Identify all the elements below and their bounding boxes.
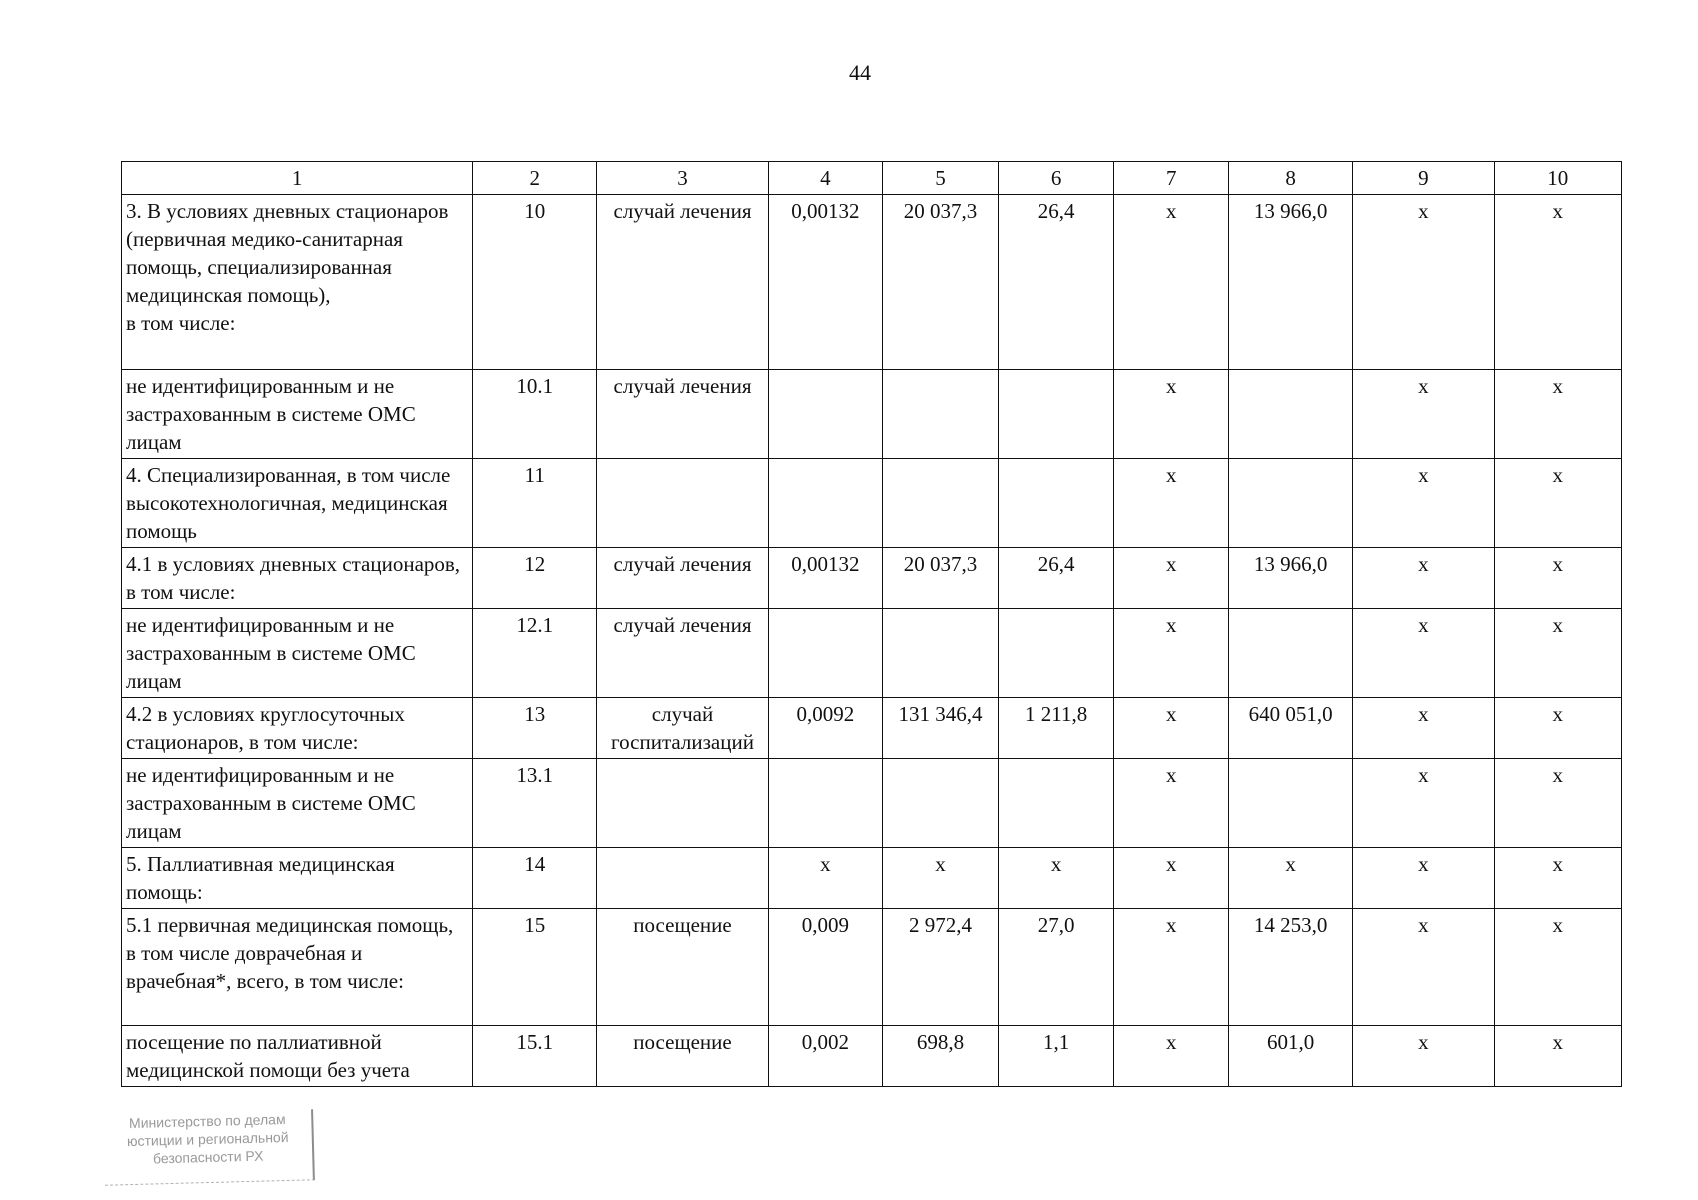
header-cell: 1	[122, 162, 473, 195]
table-cell: х	[1114, 1026, 1229, 1087]
table-cell: х	[1494, 909, 1622, 1026]
table-cell: х	[1114, 370, 1229, 459]
table-cell	[1229, 459, 1353, 548]
table-cell	[768, 459, 883, 548]
page-number: 44	[849, 60, 871, 85]
ministry-stamp	[103, 1109, 315, 1185]
table-cell: х	[1114, 195, 1229, 370]
row-label-cell: 4. Специализированная, в том числе высокотехнологичная, медицинская помощь	[122, 459, 473, 548]
table-cell: х	[1353, 909, 1494, 1026]
table-cell: х	[1114, 609, 1229, 698]
table-cell: 0,009	[768, 909, 883, 1026]
table-cell	[1229, 759, 1353, 848]
table-cell	[883, 609, 999, 698]
table-cell: х	[1114, 909, 1229, 1026]
table-cell: х	[1494, 609, 1622, 698]
table-cell: 13 966,0	[1229, 548, 1353, 609]
table-cell: х	[1494, 548, 1622, 609]
table-cell: 10.1	[473, 370, 597, 459]
table-cell: 20 037,3	[883, 548, 999, 609]
table-cell: х	[1494, 370, 1622, 459]
table-cell: х	[1114, 759, 1229, 848]
row-label-cell: посещение по паллиативной медицинской помощи без учета	[122, 1026, 473, 1087]
table-cell: случай госпитализаций	[597, 698, 768, 759]
table-body	[122, 195, 1622, 1087]
header-row	[122, 162, 1622, 195]
table-cell	[998, 759, 1114, 848]
table-cell: х	[1229, 848, 1353, 909]
table-cell: случай лечения	[597, 609, 768, 698]
table-cell: 0,002	[768, 1026, 883, 1087]
table-cell	[768, 759, 883, 848]
header-cell: 9	[1353, 162, 1494, 195]
table-cell: 26,4	[998, 195, 1114, 370]
table-cell: х	[1353, 459, 1494, 548]
table-cell	[1229, 370, 1353, 459]
table-cell	[597, 459, 768, 548]
row-label-cell: не идентифицированным и не застрахованным в системе ОМС лицам	[122, 759, 473, 848]
table-cell: х	[1494, 1026, 1622, 1087]
table-cell: х	[1114, 548, 1229, 609]
header-cell: 7	[1114, 162, 1229, 195]
table-cell: х	[1114, 848, 1229, 909]
table-cell	[768, 370, 883, 459]
header-cell: 6	[998, 162, 1114, 195]
data-table	[121, 161, 1622, 1087]
table-cell: 15.1	[473, 1026, 597, 1087]
row-label-cell: не идентифицированным и не застрахованным в системе ОМС лицам	[122, 370, 473, 459]
table-cell: 640 051,0	[1229, 698, 1353, 759]
table-cell: 12	[473, 548, 597, 609]
stamp-line: Министерство по делам	[128, 1110, 286, 1132]
table-cell	[597, 848, 768, 909]
table-cell: х	[1114, 459, 1229, 548]
table-cell: 601,0	[1229, 1026, 1353, 1087]
table-row	[122, 370, 1622, 459]
table-cell: х	[1494, 459, 1622, 548]
table-cell: 20 037,3	[883, 195, 999, 370]
table-cell: 13.1	[473, 759, 597, 848]
row-label-cell: 5.1 первичная медицинская помощь, в том числе доврачебная и врачебная*, всего, в том числе:	[122, 909, 473, 1026]
table-cell: х	[768, 848, 883, 909]
header-cell: 4	[768, 162, 883, 195]
table-cell: 1 211,8	[998, 698, 1114, 759]
table-cell: 13 966,0	[1229, 195, 1353, 370]
table-cell: 0,0092	[768, 698, 883, 759]
table-row	[122, 195, 1622, 370]
table-cell: х	[1353, 609, 1494, 698]
header-cell: 5	[883, 162, 999, 195]
table-cell: х	[1353, 698, 1494, 759]
table-cell: х	[1494, 759, 1622, 848]
table-cell: х	[1494, 848, 1622, 909]
table-cell: 14	[473, 848, 597, 909]
stamp-line: безопасности РХ	[152, 1147, 264, 1167]
table-cell	[597, 759, 768, 848]
table-cell: 11	[473, 459, 597, 548]
table-cell: 10	[473, 195, 597, 370]
table-cell: 12.1	[473, 609, 597, 698]
table-cell: х	[1494, 195, 1622, 370]
table-cell	[1229, 609, 1353, 698]
table-row	[122, 759, 1622, 848]
table-row	[122, 698, 1622, 759]
table-cell: 0,00132	[768, 548, 883, 609]
table-cell: 0,00132	[768, 195, 883, 370]
table-row	[122, 548, 1622, 609]
table-cell: 14 253,0	[1229, 909, 1353, 1026]
table-cell: х	[1353, 759, 1494, 848]
header-cell: 3	[597, 162, 768, 195]
table-cell: посещение	[597, 1026, 768, 1087]
table-cell: х	[1353, 195, 1494, 370]
table-cell: х	[998, 848, 1114, 909]
table-cell: х	[1114, 698, 1229, 759]
header-cell: 8	[1229, 162, 1353, 195]
row-label-cell: 4.1 в условиях дневных стационаров, в том числе:	[122, 548, 473, 609]
header-cell: 2	[473, 162, 597, 195]
table-row	[122, 609, 1622, 698]
row-label-cell: 3. В условиях дневных стационаров (первичная медико-санитарная помощь, специализированная медицинская помощь), в том числе:	[122, 195, 473, 370]
row-label-cell: 4.2 в условиях круглосуточных стационаров, в том числе:	[122, 698, 473, 759]
table-cell: 2 972,4	[883, 909, 999, 1026]
table-cell	[883, 370, 999, 459]
table-cell: х	[1353, 370, 1494, 459]
header-cell: 10	[1494, 162, 1622, 195]
row-label-cell: не идентифицированным и не застрахованным в системе ОМС лицам	[122, 609, 473, 698]
table-cell: 26,4	[998, 548, 1114, 609]
table-cell	[883, 459, 999, 548]
table-row	[122, 459, 1622, 548]
table-row	[122, 1026, 1622, 1087]
table-row	[122, 909, 1622, 1026]
table-row	[122, 848, 1622, 909]
table-cell	[768, 609, 883, 698]
table-cell: х	[1353, 1026, 1494, 1087]
table-cell: х	[1494, 698, 1622, 759]
table-cell: х	[883, 848, 999, 909]
table-cell: 27,0	[998, 909, 1114, 1026]
table-cell: х	[1353, 848, 1494, 909]
table-cell	[998, 459, 1114, 548]
table-cell: 131 346,4	[883, 698, 999, 759]
table-cell	[998, 370, 1114, 459]
table-cell: 13	[473, 698, 597, 759]
table-cell: 15	[473, 909, 597, 1026]
stamp-line: юстиции и региональной	[126, 1128, 289, 1150]
table-cell	[883, 759, 999, 848]
table-cell: случай лечения	[597, 195, 768, 370]
table-cell: х	[1353, 548, 1494, 609]
table-cell: случай лечения	[597, 548, 768, 609]
table-cell	[998, 609, 1114, 698]
table-cell: случай лечения	[597, 370, 768, 459]
row-label-cell: 5. Паллиативная медицинская помощь:	[122, 848, 473, 909]
table-cell: 1,1	[998, 1026, 1114, 1087]
table-cell: посещение	[597, 909, 768, 1026]
table-cell: 698,8	[883, 1026, 999, 1087]
